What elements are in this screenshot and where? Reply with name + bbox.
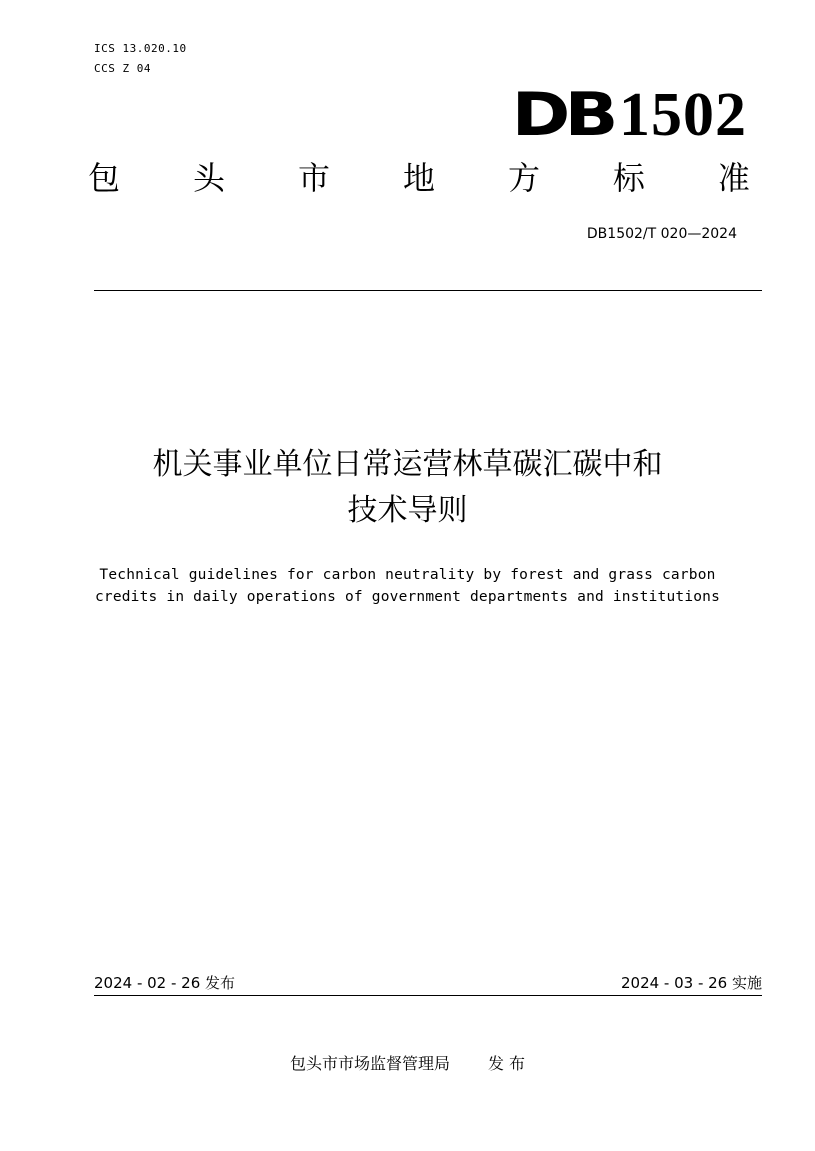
chinese-title	[60, 442, 755, 534]
standard-type-char: 方	[507, 159, 540, 197]
publisher-name: 包头市市场监督管理局	[289, 1054, 450, 1073]
standard-type-char: 市	[297, 159, 330, 197]
standard-type-heading	[88, 156, 750, 200]
english-title	[60, 564, 755, 608]
db-letters: DB	[512, 80, 613, 150]
standard-type-char: 准	[717, 159, 750, 197]
english-title-line: credits in daily operations of government departments and institutions	[94, 589, 721, 605]
publisher-action: 发 布	[487, 1054, 526, 1073]
footer-divider	[94, 995, 762, 996]
english-title-line: Technical guidelines for carbon neutrality by forest and grass carbon	[99, 567, 716, 583]
standard-type-char: 包	[88, 159, 121, 197]
ccs-code: CCS Z 04	[94, 62, 151, 75]
publisher-line	[0, 1053, 815, 1075]
publish-date: 2024 - 02 - 26 发布	[94, 974, 236, 992]
standard-type-char: 头	[192, 159, 225, 197]
standard-type-char: 地	[402, 159, 435, 197]
db-region-number: 1502	[619, 81, 747, 149]
db-standard-mark	[512, 80, 747, 150]
standard-code: DB1502/T 020—2024	[586, 226, 737, 242]
date-row	[94, 972, 762, 994]
chinese-title-line: 技术导则	[347, 493, 468, 528]
ics-code: ICS 13.020.10	[94, 42, 187, 55]
chinese-title-line: 机关事业单位日常运营林草碳汇碳中和	[152, 447, 663, 482]
header-divider	[94, 290, 762, 291]
standard-type-char: 标	[612, 159, 645, 197]
implement-date: 2024 - 03 - 26 实施	[620, 974, 762, 992]
